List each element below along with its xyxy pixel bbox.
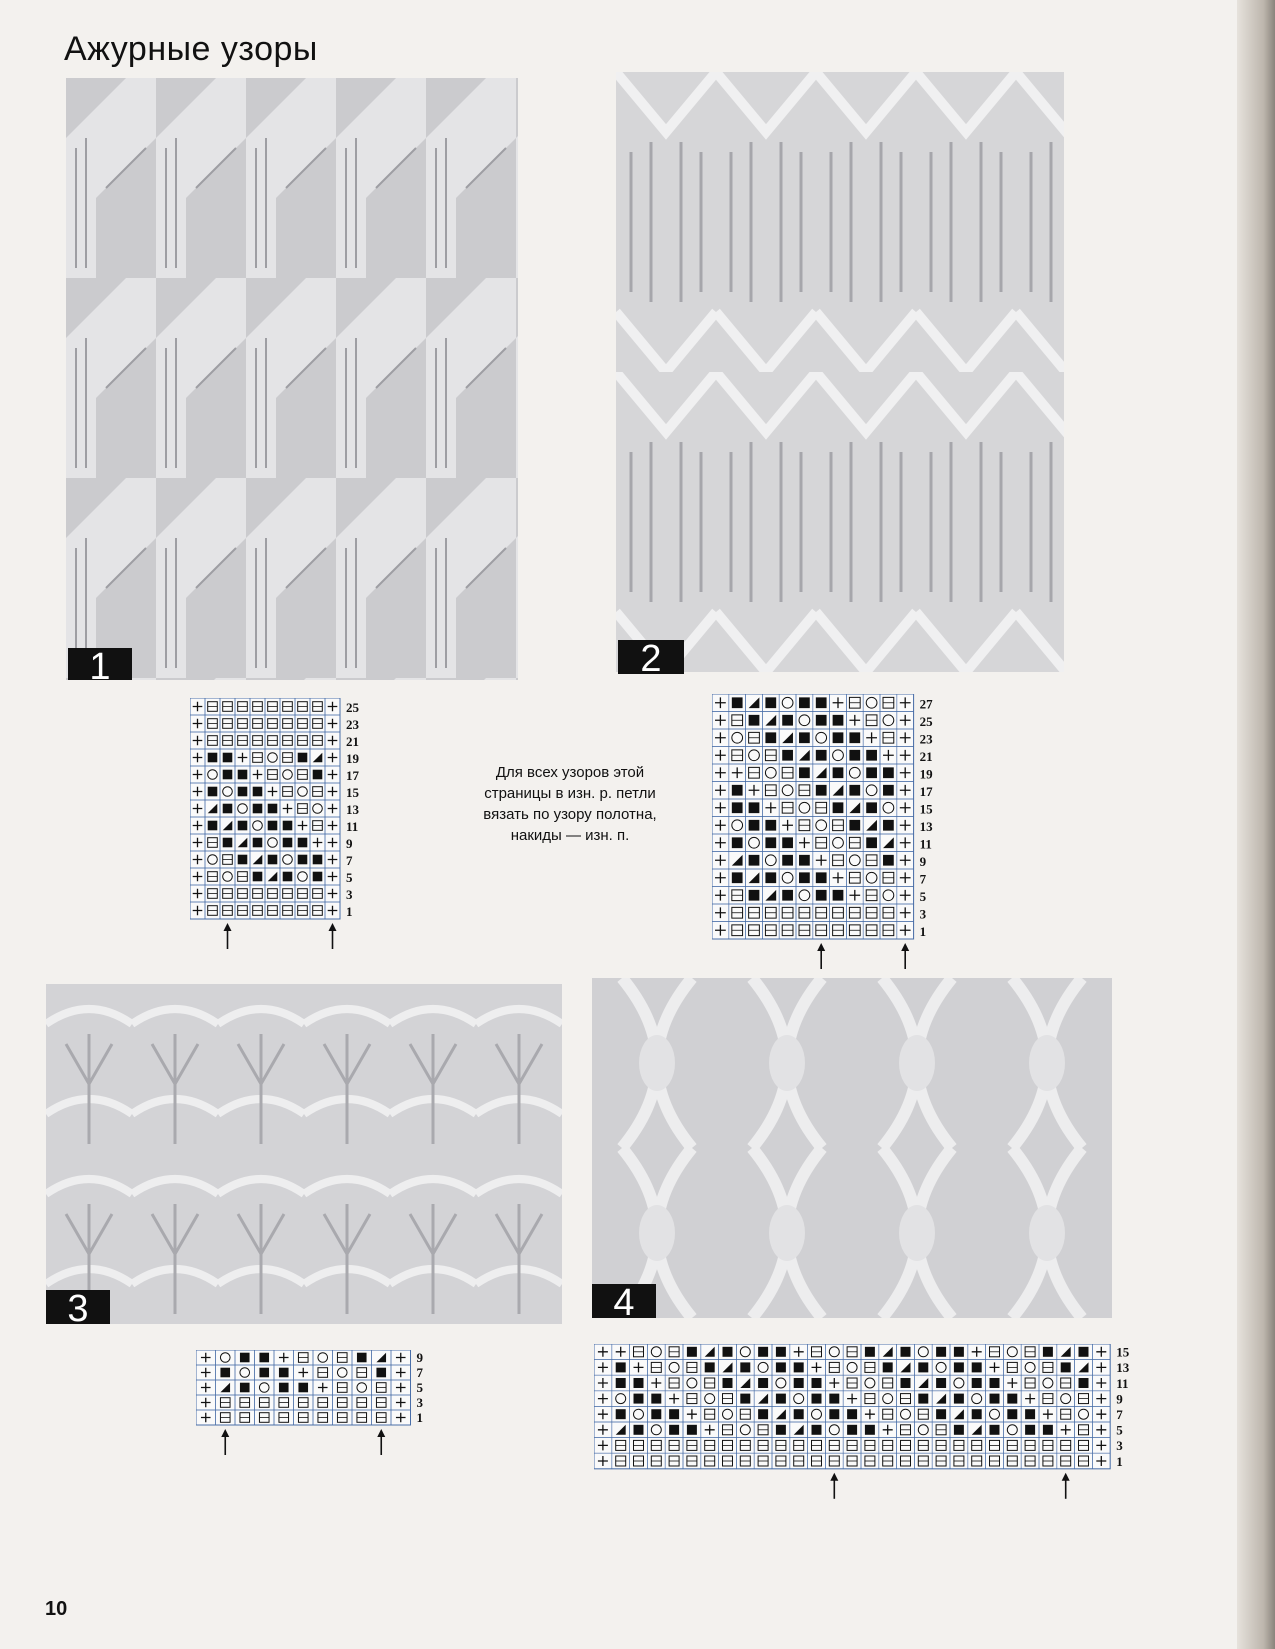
chart-row-number: 13 <box>346 802 359 817</box>
chart-4 <box>594 1344 1154 1514</box>
chart-row-number: 7 <box>416 1365 423 1380</box>
chart-1 <box>190 698 410 960</box>
chart-row-number: 13 <box>1116 1360 1130 1376</box>
chart-row-number: 11 <box>346 819 359 834</box>
note-line-2: страницы в изн. р. петли <box>484 785 656 802</box>
page-edge <box>1237 0 1275 1649</box>
chart-row-number: 19 <box>346 751 359 766</box>
sample-number-3: 3 <box>46 1290 110 1324</box>
repeat-arrow <box>224 923 232 949</box>
repeat-arrow <box>817 943 825 969</box>
sample-photo-3 <box>46 984 562 1324</box>
sample-photo-1 <box>66 78 518 680</box>
knit-texture-2 <box>616 72 1064 672</box>
chart-row-number: 21 <box>919 749 933 764</box>
knit-texture-3 <box>46 984 562 1324</box>
repeat-arrow <box>221 1429 229 1455</box>
chart-row-number: 1 <box>416 1410 423 1425</box>
chart-row-number: 1 <box>1116 1453 1123 1469</box>
chart-row-number: 3 <box>346 887 353 902</box>
sample-photo-2 <box>616 72 1064 672</box>
chart-row-number: 9 <box>1116 1391 1123 1407</box>
repeat-arrow <box>377 1429 385 1455</box>
chart-row-number: 3 <box>1116 1438 1123 1454</box>
repeat-arrow <box>1062 1473 1070 1499</box>
chart-row-number: 1 <box>919 924 927 939</box>
instruction-note <box>470 762 670 846</box>
chart-row-number: 25 <box>919 714 933 729</box>
chart-row-number: 27 <box>919 696 933 712</box>
chart-row-number: 3 <box>919 906 927 922</box>
chart-row-number: 7 <box>346 853 353 868</box>
chart-row-number: 23 <box>919 731 933 747</box>
chart-row-number: 9 <box>416 1350 423 1365</box>
chart-row-number: 25 <box>346 700 359 715</box>
chart-row-number: 15 <box>1116 1344 1130 1360</box>
repeat-arrow <box>329 923 337 949</box>
sample-number-1: 1 <box>68 648 132 680</box>
chart-row-number: 3 <box>416 1395 423 1410</box>
chart-row-number: 9 <box>919 854 927 869</box>
chart-row-number: 11 <box>1116 1375 1129 1391</box>
repeat-arrow <box>901 943 909 969</box>
note-line-1: Для всех узоров этой <box>495 764 645 781</box>
chart-row-number: 7 <box>1116 1407 1123 1422</box>
chart-3 <box>196 1350 446 1470</box>
chart-row-number: 5 <box>346 870 353 885</box>
chart-row-number: 21 <box>346 734 359 749</box>
note-line-3: вязать по узору полотна, <box>483 806 657 823</box>
chart-row-number: 5 <box>1116 1422 1123 1438</box>
page-number: 10 <box>45 1598 68 1620</box>
chart-row-number: 9 <box>346 836 353 851</box>
chart-row-number: 23 <box>346 717 359 732</box>
sample-photo-4 <box>592 978 1112 1318</box>
chart-row-number: 11 <box>919 836 932 852</box>
chart-row-number: 17 <box>346 768 359 783</box>
chart-row-number: 19 <box>919 766 933 782</box>
chart-row-number: 15 <box>919 801 933 817</box>
knit-texture-1 <box>66 78 518 680</box>
chart-row-number: 1 <box>346 904 353 919</box>
page-title: Ажурные узоры <box>64 30 318 68</box>
sample-number-2: 2 <box>618 640 684 674</box>
chart-row-number: 15 <box>346 785 359 800</box>
chart-row-number: 5 <box>919 889 927 904</box>
chart-row-number: 13 <box>919 819 933 834</box>
chart-row-number: 17 <box>919 784 933 799</box>
sample-number-4: 4 <box>592 1284 656 1318</box>
knit-texture-4 <box>592 978 1112 1318</box>
repeat-arrow <box>830 1473 838 1499</box>
chart-row-number: 7 <box>919 871 927 887</box>
note-line-4: накиды — изн. п. <box>510 827 630 844</box>
chart-2 <box>712 694 982 970</box>
chart-row-number: 5 <box>416 1380 423 1395</box>
